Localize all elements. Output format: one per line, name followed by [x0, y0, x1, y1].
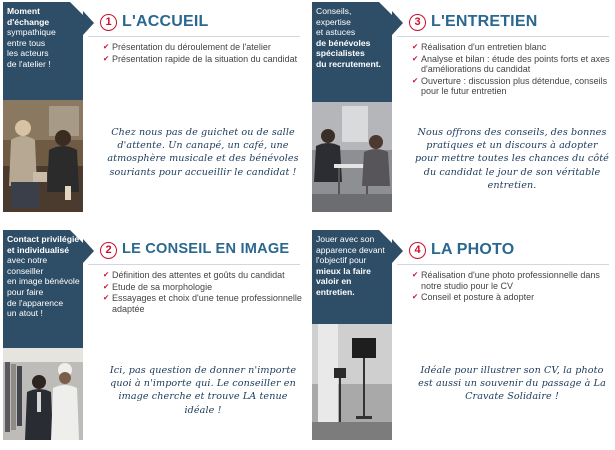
step-number-badge: 4	[409, 242, 426, 259]
header-divider	[88, 264, 300, 265]
side-line: en image bénévole	[7, 276, 80, 287]
section-title: LE CONSEIL EN IMAGE	[122, 241, 290, 257]
step-number-badge: 2	[100, 242, 117, 259]
side-line: conseiller	[7, 265, 44, 276]
side-line: de l'apparence	[7, 297, 64, 308]
side-line: Jouer avec son	[316, 234, 375, 244]
side-line: et astuces	[316, 27, 356, 38]
side-line: d'échange	[7, 16, 50, 27]
section-title: L'ACCUEIL	[122, 13, 209, 30]
side-line: expertise	[316, 16, 351, 27]
side-line: un atout !	[7, 308, 43, 319]
step-number-badge: 1	[100, 14, 117, 31]
panel-entretien	[312, 2, 612, 222]
side-line: les acteurs	[7, 48, 49, 59]
list-item: ✔ Conseil et posture à adopter	[412, 292, 612, 303]
bullet-list	[103, 42, 303, 65]
photo-studio	[312, 324, 392, 440]
side-line: avec notre	[7, 255, 48, 266]
side-banner	[3, 2, 83, 212]
step-number-badge: 3	[409, 14, 426, 31]
section-header	[88, 238, 300, 264]
side-line: apparence devant	[316, 244, 385, 255]
side-text	[7, 234, 81, 319]
list-item: ✔ Essayages et choix d'une tenue professionnelle adaptée	[103, 293, 303, 314]
bullet-list	[103, 270, 303, 315]
photo-conseil	[3, 348, 83, 440]
side-text	[7, 6, 81, 70]
handwritten-description: Idéale pour illustrer son CV, la photo est aussi un souvenir du passage à La Cravate Solidaire !	[418, 365, 606, 403]
side-text	[316, 234, 390, 298]
list-item: ✔ Etude de sa morphologie	[103, 282, 303, 293]
section-header	[88, 10, 300, 36]
side-line: du recrutement.	[316, 58, 381, 69]
panel-conseil-en-image	[3, 230, 303, 450]
section-title: LA PHOTO	[431, 241, 515, 258]
side-line: sympathique	[7, 27, 56, 38]
list-item: ✔ Analyse et bilan : étude des points forts et axes d'améliorations du candidat	[412, 54, 612, 75]
side-line: de l'atelier !	[7, 58, 51, 69]
bullet-list	[412, 270, 612, 304]
header-divider	[397, 36, 609, 37]
side-line: spécialistes	[316, 48, 365, 59]
side-line: mieux la faire	[316, 265, 371, 276]
header-divider	[397, 264, 609, 265]
side-line: Moment	[7, 6, 40, 16]
side-banner	[312, 2, 392, 212]
side-line: valoir en entretien.	[316, 276, 355, 297]
header-divider	[88, 36, 300, 37]
side-line: Contact privilégié	[7, 234, 80, 244]
handwritten-description: Nous offrons des conseils, des bonnes pratiques et un discours à adopter pour mettre toutes les chances du côté du candidat le jour de son véritable entretien.	[415, 127, 609, 191]
side-line: Conseils,	[316, 6, 352, 16]
side-line: et individualisé	[7, 244, 70, 255]
side-line: l'objectif pour	[316, 255, 367, 266]
list-item: ✔ Présentation rapide de la situation du candidat	[103, 54, 303, 65]
list-item: ✔ Définition des attentes et goûts du candidat	[103, 270, 303, 281]
handwritten-description: Ici, pas question de donner n'importe quoi à n'importe qui. Le conseiller en image cherche et trouve LA tenue idéale !	[109, 365, 297, 416]
section-header	[397, 10, 609, 36]
side-text	[316, 6, 390, 70]
list-item: ✔ Ouverture : discussion plus détendue, conseils pour le futur entretien	[412, 76, 612, 97]
panel-photo	[312, 230, 612, 450]
list-item: ✔ Réalisation d'une photo professionnelle dans notre studio pour le CV	[412, 270, 612, 291]
photo-accueil	[3, 100, 83, 212]
section-title: L'ENTRETIEN	[431, 13, 538, 30]
list-item: ✔ Réalisation d'un entretien blanc	[412, 42, 612, 53]
section-header	[397, 238, 609, 264]
handwritten-description: Chez nous pas de guichet ou de salle d'attente. Un canapé, un café, une atmosphère musicale et des bénévoles souriants pour accueillir le candidat !	[107, 127, 299, 178]
panel-accueil	[3, 2, 303, 222]
list-item: ✔ Présentation du déroulement de l'atelier	[103, 42, 303, 53]
side-banner	[3, 230, 83, 440]
side-banner	[312, 230, 392, 440]
bullet-list	[412, 42, 612, 98]
side-line: entre tous	[7, 37, 46, 48]
photo-entretien	[312, 102, 392, 212]
side-line: de bénévoles	[316, 37, 371, 48]
side-line: pour faire	[7, 286, 44, 297]
